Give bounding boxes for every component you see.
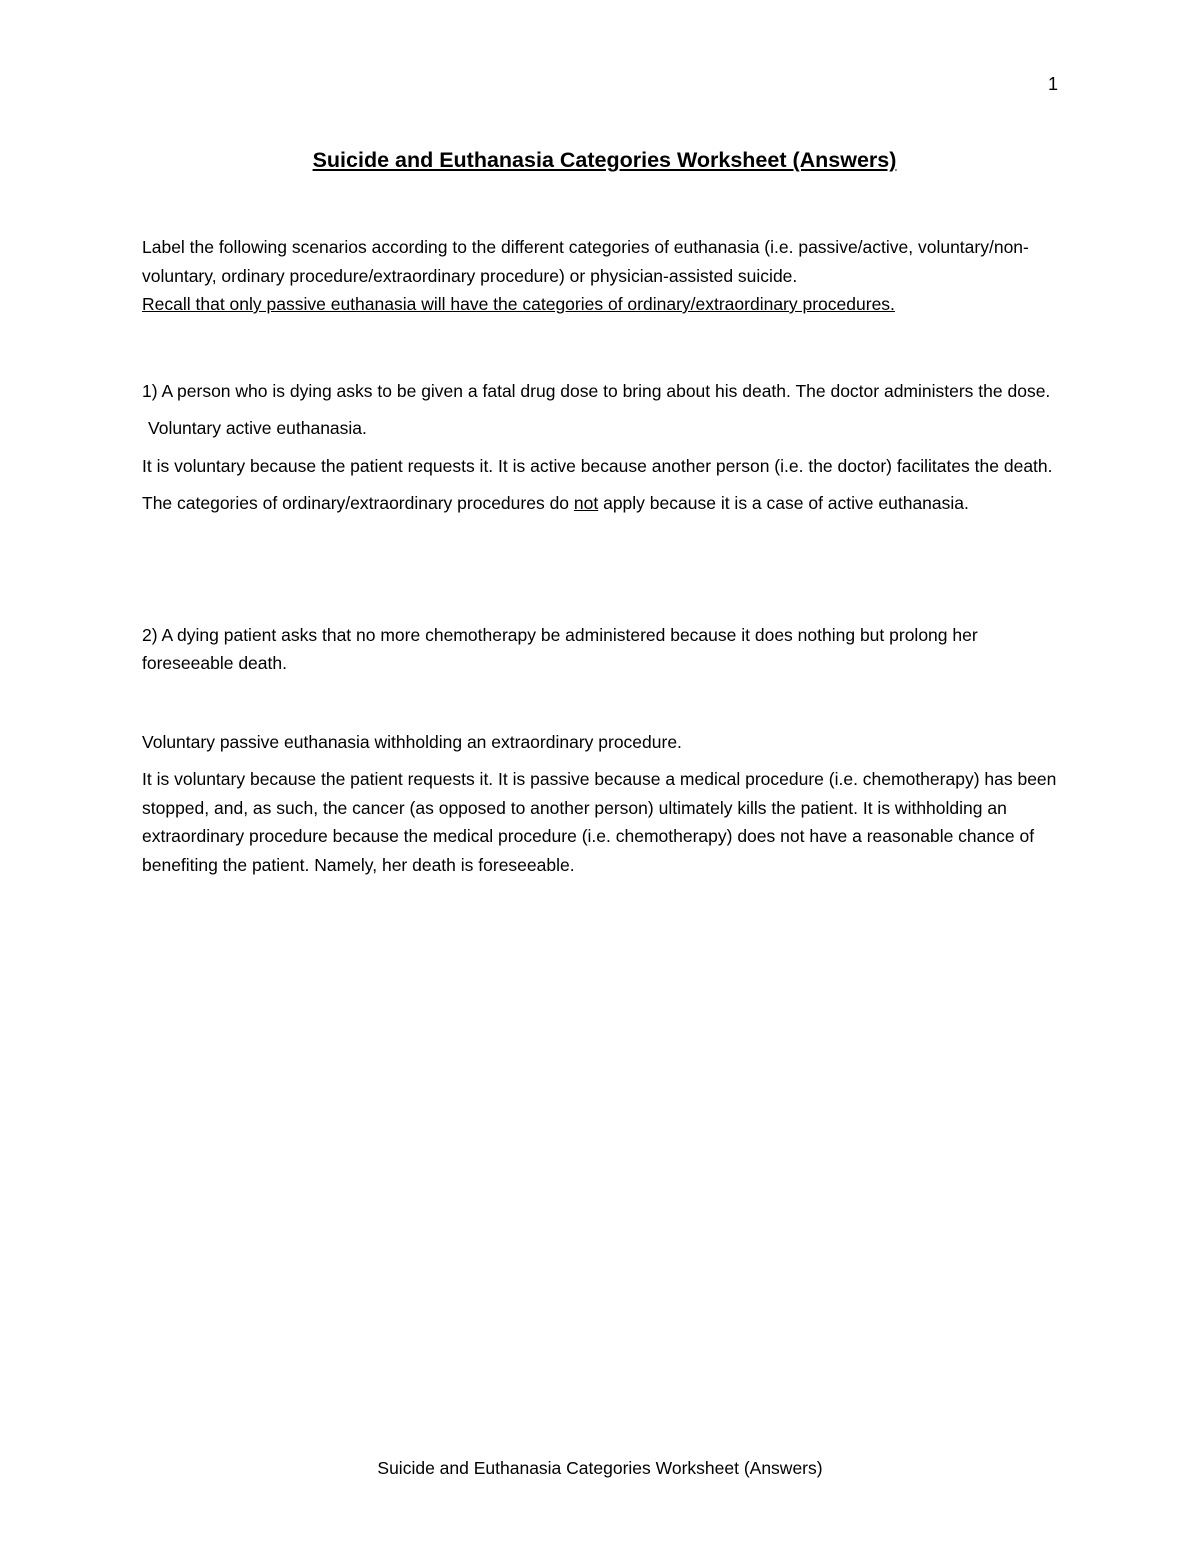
- question-2-answer: Voluntary passive euthanasia withholding an extraordinary procedure.: [142, 731, 682, 752]
- page-footer: Suicide and Euthanasia Categories Worksheet (Answers): [377, 1458, 823, 1478]
- question-2: [142, 621, 1067, 880]
- recall-note: Recall that only passive euthanasia will have the categories of ordinary/extraordinary procedures.: [142, 294, 895, 314]
- spacer: [142, 518, 1067, 621]
- instructions-text: Label the following scenarios according to the different categories of euthanasia (i.e. passive/active, voluntary/non-voluntary, ordinary procedure/extraordinary procedure) or physician-assisted suicide.: [142, 237, 1029, 286]
- question-1: [142, 377, 1067, 518]
- spacer: [142, 175, 1067, 233]
- question-1-note-start: The categories of ordinary/extraordinary procedures do: [142, 493, 574, 513]
- question-1-explanation: It is voluntary because the patient requests it. It is active because another person (i.e. the doctor) facilitates the death.: [142, 455, 1053, 476]
- page-number: 1: [1047, 74, 1058, 94]
- spacer: [142, 678, 1067, 728]
- question-1-prompt: 1) A person who is dying asks to be given a fatal drug dose to bring about his death. The doctor administers the dose.: [142, 380, 1051, 401]
- spacer: [142, 319, 1067, 377]
- question-2-explanation: It is voluntary because the patient requests it. It is passive because a medical procedure (i.e. chemotherapy) has been stopped, and, as such, the cancer (as opposed to another person) ultimately kills the patient. It is withholding an extraordinary procedure because the medical procedure (i.e. chemotherapy) does not have a reasonable chance of benefiting the patient. Namely, her death is foreseeable.: [142, 769, 1057, 875]
- page-content: [142, 145, 1067, 879]
- question-1-note-end: apply because it is a case of active euthanasia.: [598, 493, 969, 513]
- question-2-prompt: 2) A dying patient asks that no more chemotherapy be administered because it does nothing but prolong her foreseeable death.: [142, 624, 978, 673]
- question-1-answer: Voluntary active euthanasia.: [148, 418, 367, 438]
- question-1-note: [142, 489, 1067, 518]
- worksheet-title: Suicide and Euthanasia Categories Worksheet (Answers): [312, 148, 897, 172]
- question-1-note-emphasis: not: [573, 493, 599, 513]
